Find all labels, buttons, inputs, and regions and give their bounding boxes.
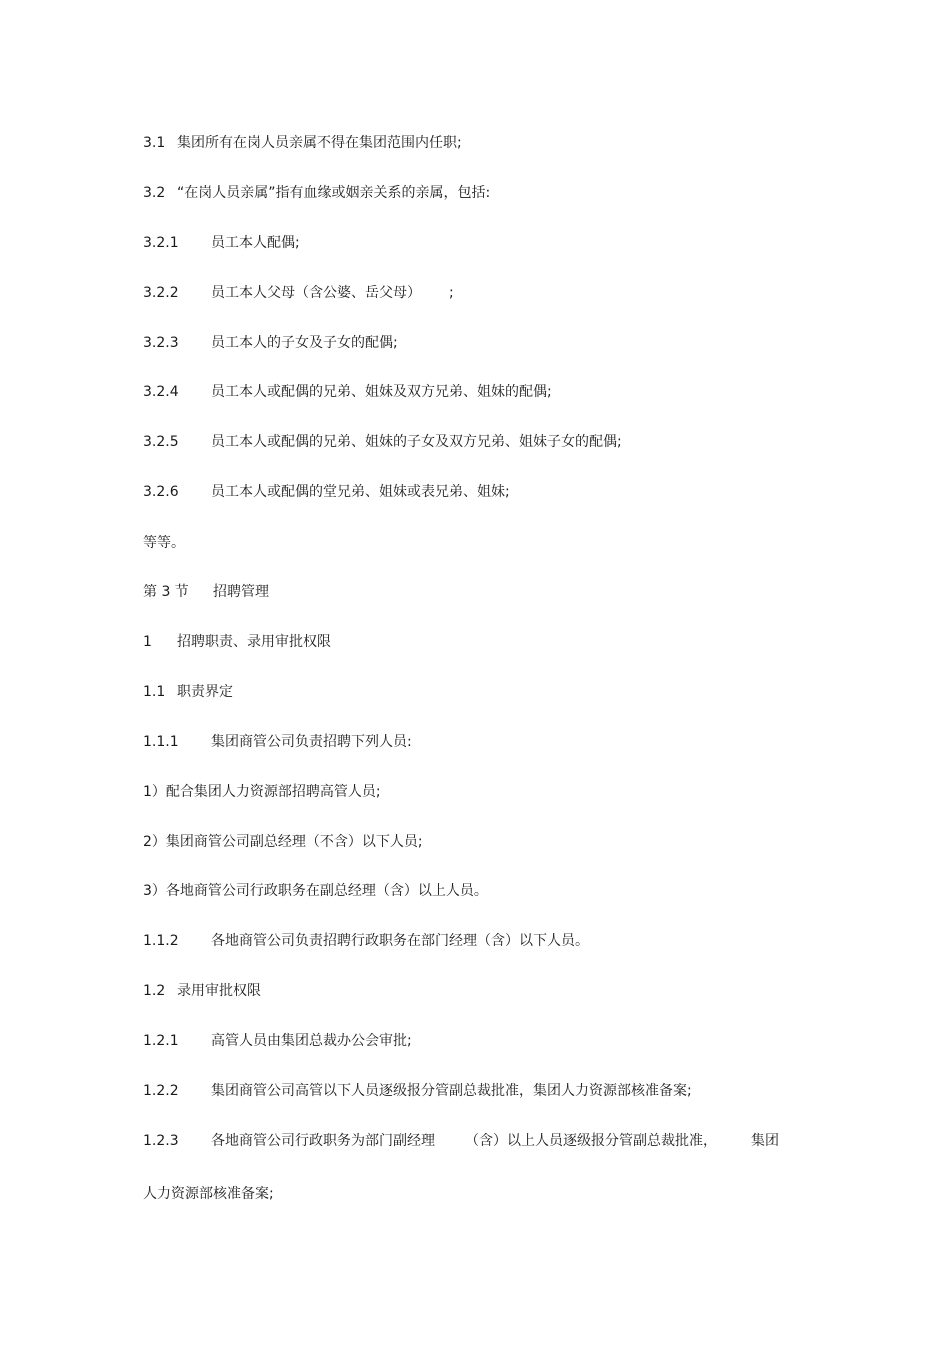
clause-3-2-4 [143, 381, 552, 403]
list-item-text: 2）集团商管公司副总经理（不含）以下人员; [143, 834, 423, 850]
clause-number: 3.2.6 [143, 484, 179, 500]
clause-text: 各地商管公司负责招聘行政职务在部门经理（含）以下人员。 [211, 933, 589, 949]
clause-3-2-3 [143, 332, 398, 354]
paragraph-etc [143, 532, 185, 554]
clause-text: 员工本人或配偶的兄弟、姐妹的子女及双方兄弟、姐妹子女的配偶; [211, 434, 622, 450]
clause-text: “在岗人员亲属”指有血缘或姻亲关系的亲属，包括: [177, 185, 491, 201]
clause-number: 3.2 [143, 185, 166, 201]
list-item-text: 3）各地商管公司行政职务在副总经理（含）以上人员。 [143, 883, 488, 899]
clause-1-2-2 [143, 1080, 692, 1102]
clause-1-2-1 [143, 1030, 412, 1052]
clause-number: 1.1.1 [143, 734, 179, 750]
clause-1-2-3 [143, 1130, 779, 1152]
clause-text: 职责界定 [177, 684, 233, 700]
clause-text: 员工本人配偶; [211, 235, 300, 251]
paragraph-text: 等等。 [143, 535, 185, 551]
clause-number: 3.2.5 [143, 434, 179, 450]
clause-text: 集团所有在岗人员亲属不得在集团范围内任职; [177, 135, 462, 151]
clause-3-2 [143, 182, 490, 204]
heading-1 [143, 631, 331, 653]
list-item-3 [143, 880, 488, 902]
clause-1-1-1 [143, 731, 412, 753]
clause-text: 员工本人或配偶的兄弟、姐妹及双方兄弟、姐妹的配偶; [211, 384, 552, 400]
clause-text-end: 集团 [751, 1133, 779, 1149]
clause-3-1 [143, 132, 462, 154]
clause-number: 3.2.2 [143, 285, 179, 301]
list-item-text: 1）配合集团人力资源部招聘高管人员; [143, 784, 381, 800]
clause-number: 1.1.2 [143, 933, 179, 949]
heading-number: 1 [143, 634, 152, 650]
clause-1-2-3-continuation [143, 1183, 274, 1205]
list-item-1 [143, 781, 381, 803]
clause-1-1 [143, 681, 233, 703]
clause-text: 员工本人或配偶的堂兄弟、姐妹或表兄弟、姐妹; [211, 484, 510, 500]
clause-number: 1.2.3 [143, 1133, 179, 1149]
clause-number: 3.2.3 [143, 335, 179, 351]
clause-number: 3.1 [143, 135, 166, 151]
clause-text: 员工本人父母（含公婆、岳父母） [211, 285, 421, 301]
clause-text: 高管人员由集团总裁办公会审批; [211, 1033, 412, 1049]
section-title: 招聘管理 [213, 584, 269, 600]
clause-text: 集团商管公司高管以下人员逐级报分管副总裁批准，集团人力资源部核准备案; [211, 1083, 692, 1099]
list-item-2 [143, 831, 423, 853]
clause-1-2 [143, 980, 261, 1002]
clause-text: 集团商管公司负责招聘下列人员: [211, 734, 412, 750]
clause-number: 1.2.1 [143, 1033, 179, 1049]
section-number: 第 3 节 [143, 584, 189, 600]
clause-text: 员工本人的子女及子女的配偶; [211, 335, 398, 351]
heading-text: 招聘职责、录用审批权限 [177, 634, 331, 650]
clause-text: 录用审批权限 [177, 983, 261, 999]
clause-3-2-6 [143, 481, 510, 503]
clause-number: 3.2.1 [143, 235, 179, 251]
clause-1-1-2 [143, 930, 589, 952]
clause-3-2-1 [143, 232, 300, 254]
clause-3-2-5 [143, 431, 622, 453]
clause-number: 1.2.2 [143, 1083, 179, 1099]
clause-number: 1.1 [143, 684, 166, 700]
clause-3-2-2 [143, 282, 454, 304]
clause-text-tail: ; [449, 285, 454, 301]
paragraph-text: 人力资源部核准备案; [143, 1186, 274, 1202]
section-heading [143, 581, 269, 603]
clause-number: 1.2 [143, 983, 166, 999]
clause-text-middle: （含）以上人员逐级报分管副总裁批准， [465, 1133, 717, 1149]
clause-number: 3.2.4 [143, 384, 179, 400]
clause-text: 各地商管公司行政职务为部门副经理 [211, 1133, 435, 1149]
